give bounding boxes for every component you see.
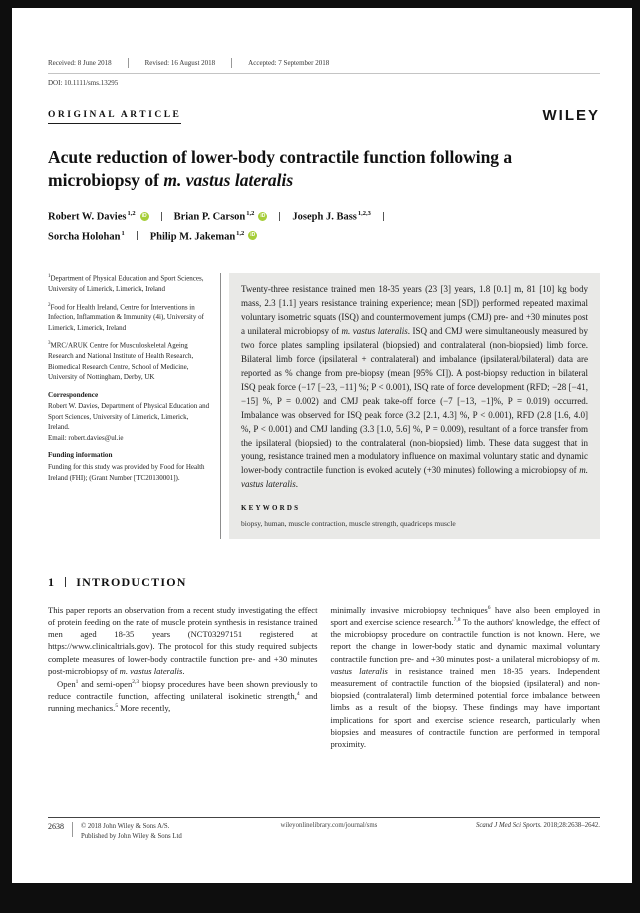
paragraph: Open$^1$ and semi-open$^{2,3}$ biopsy procedures have been shown previously to reduce contractile function, affecting unilateral isokinetic strength,$^4$ and running mechanics.$^5$ More recently, (48, 678, 318, 714)
intro-left-column (48, 604, 318, 750)
keywords-label: KEYWORDS (241, 504, 301, 513)
correspondence-label: Correspondence (48, 390, 99, 399)
reference-superscript[interactable]: 2,3 (132, 679, 140, 686)
reference-superscript[interactable]: 5 (115, 703, 119, 710)
journal-url[interactable]: wileyonlinelibrary.com/journal/sms (280, 821, 378, 829)
author-list (48, 210, 600, 249)
author-superscript: 1,2,3 (357, 210, 371, 218)
section-title: INTRODUCTION (76, 574, 187, 589)
author-name: Sorcha Holohan$^1$ (48, 229, 125, 243)
article-type-label: ORIGINAL ARTICLE (48, 110, 181, 124)
funding-text: Funding for this study was provided by Food for Health Ireland (FHI); (Grant Number [TC20130001]). (48, 463, 205, 482)
reference-superscript[interactable]: 4 (296, 691, 300, 698)
reference-superscript[interactable]: 6 (487, 604, 491, 611)
title-text: Acute reduction of lower-body contractile function following a microbiopsy of (48, 147, 513, 191)
author-separator (161, 212, 162, 221)
introduction-body (48, 604, 600, 750)
correspondence-text: Robert W. Davies, Department of Physical Education and Sport Sciences, University of Limerick, Limerick, Ireland. Email: robert.davies@ul.ie (48, 402, 210, 442)
section-heading (48, 575, 600, 590)
footer-separator (72, 822, 73, 837)
affiliation: $^3$MRC/ARUK Centre for Musculoskeletal Ageing Research and National Institute of Health Research, Biomedical Research Centre, School of Medicine, University of Nottingham, Derby, UK (48, 341, 194, 382)
orcid-icon[interactable]: iD (250, 232, 256, 239)
page-footer (48, 817, 600, 843)
author-superscript: 1,2 (127, 210, 136, 218)
clinicaltrials-link[interactable]: https://www.clinicaltrials.gov (48, 641, 150, 652)
author-line-2 (48, 230, 600, 243)
author-superscript: 1,2 (246, 210, 255, 218)
date-separator (128, 58, 129, 68)
abstract-text: Twenty-three resistance trained men 18-35 years (23 [3] years, 1.8 [0.1] m, 81 [10] kg body mass, 2.3 [1.1] years resistance training experience; mean [SD]) performed repeated maximal voluntary isometric squats (ISQ) and countermovement jumps (CMJ) pre- and +30 minutes post a unilateral microbiopsy of m. vastus lateralis. ISQ and CMJ were simultaneously measured by two force plates sampling ipsilateral (biopsied) and contralateral (non-biopsied) limb force. Bilateral limb force (ipsilateral + contralateral) and imbalance (ipsilateral/bilateral) data are reported as % change from pre-biopsy (mean [95% CI]). A post-biopsy reduction in bilateral ISQ peak force (−17 [−23, −11] %; P < 0.001), ISQ rate of force development (RFD; −28 [−41, −15] %, P = 0.002) and CMJ peak take-off force (−7 [−13, −1]%, P = 0.019) occurred. Imbalance was observed for ISQ peak force (3.2 [2.1, 4.3] %, P < 0.001), RFD (2.8 [1.6, 4.0] %, P < 0.001) and CMJ landing (3.3 [1.0, 5.6] %, P = 0.009), resultant of a force transfer from the ipsilateral (biopsied) to the contralateral (non-biopsied) limb. These data suggest that in young, resistance trained men a modulatory influence on maximal voluntary static and dynamic lower-body contractile function is evoked acutely (+30 minutes) following a microbiopsy of m. vastus lateralis. (241, 284, 588, 490)
affiliations-column (48, 273, 220, 539)
author-name: Brian P. Carson$^{1,2}$ (173, 210, 255, 223)
author-name: Joseph J. Bass$^{1,2,3}$ (292, 210, 371, 223)
paragraph: minimally invasive microbiopsy techniques$^6$ have also been employed in sport and exercise science research.$^{7,8}$ To the authors' knowledge, the effect of the microbiopsy procedure on contractile function is not known. Here, we report the change in lower-body static and dynamic maximal voluntary contractile function pre- and +30 minutes post- a unilateral microbiopsy of m. vastus lateralis in resistance trained men 18-35 years. Independent measurement of contractile function of the biopsied (ipsilateral) and non-biopsied (contralateral) limb determined potential force imbalance between limbs as a result of the biopsy. These findings may have important implications for sport and exercise science research, particularly when biopsies and measures of contractile function are performed in temporal proximity. (330, 604, 601, 749)
revised-date: Revised: 16 August 2018 (144, 59, 216, 67)
species-italic: m. vastus lateralis (341, 326, 408, 336)
title-species-italic: m. vastus lateralis (163, 170, 294, 191)
footer-page-number: 2638 (48, 821, 64, 831)
journal-page (12, 8, 632, 883)
author-separator (279, 212, 280, 221)
reference-superscript[interactable]: 7,8 (453, 617, 461, 624)
reference-superscript[interactable]: 1 (75, 679, 79, 686)
article-type-row (48, 107, 600, 124)
species-italic: m. vastus lateralis (241, 465, 588, 490)
wiley-logo: WILEY (542, 107, 600, 124)
intro-right-column (331, 604, 601, 750)
info-abstract-row (48, 273, 600, 539)
paragraph: This paper reports an observation from a recent study investigating the effect of protein feeding on the rate of muscle protein synthesis in resistance trained men aged 18-35 years (NCT03297151 registered at https://www.clinicaltrials.gov). The protocol for this study required subjects complete measures of lower-body contractile function pre- and +30 minutes post-microbiopsy of m. vastus lateralis. (48, 604, 318, 676)
header-rule (48, 73, 600, 74)
copyright: © 2018 John Wiley & Sons A/S. Published by John Wiley & Sons Ltd (81, 822, 182, 841)
section-separator (65, 577, 66, 587)
orcid-icon[interactable]: iD (141, 212, 147, 219)
orcid-icon[interactable]: iD (260, 212, 266, 219)
author-line-1 (48, 210, 600, 223)
citation: Scand J Med Sci Sports. 2018;28:2638–2642. (475, 821, 600, 829)
received-date: Received: 8 June 2018 (48, 59, 112, 67)
author-name: Robert W. Davies$^{1,2}$ (48, 210, 136, 223)
accepted-date: Accepted: 7 September 2018 (248, 59, 330, 67)
author-separator (383, 212, 384, 221)
section-number: 1 (48, 574, 56, 589)
keywords-text: biopsy, human, muscle contraction, muscle strength, quadriceps muscle (241, 519, 456, 529)
author-superscript: 1 (121, 229, 125, 237)
author-superscript: 1,2 (236, 229, 245, 237)
abstract-box (229, 273, 600, 539)
dates-row (48, 58, 600, 68)
species-italic: m. vastus lateralis (330, 653, 600, 676)
affiliation: $^1$Department of Physical Education and Sport Sciences, University of Limerick, Limerick, Ireland (48, 274, 204, 294)
column-divider (220, 273, 221, 539)
article-title (48, 146, 593, 192)
author-separator (137, 231, 138, 240)
species-italic: m. vastus lateralis (119, 665, 183, 676)
correspondence-email[interactable]: Email: robert.davies@ul.ie (48, 433, 124, 442)
date-separator (231, 58, 232, 68)
doi: DOI: 10.1111/sms.13295 (48, 79, 119, 87)
affiliation: $^2$Food for Health Ireland, Centre for Interventions in Infection, Inflammation & Immunity (4i), University of Limerick, Limerick, Ireland (48, 302, 204, 332)
funding-label: Funding information (48, 451, 113, 460)
author-name: Philip M. Jakeman$^{1,2}$ (149, 229, 245, 243)
